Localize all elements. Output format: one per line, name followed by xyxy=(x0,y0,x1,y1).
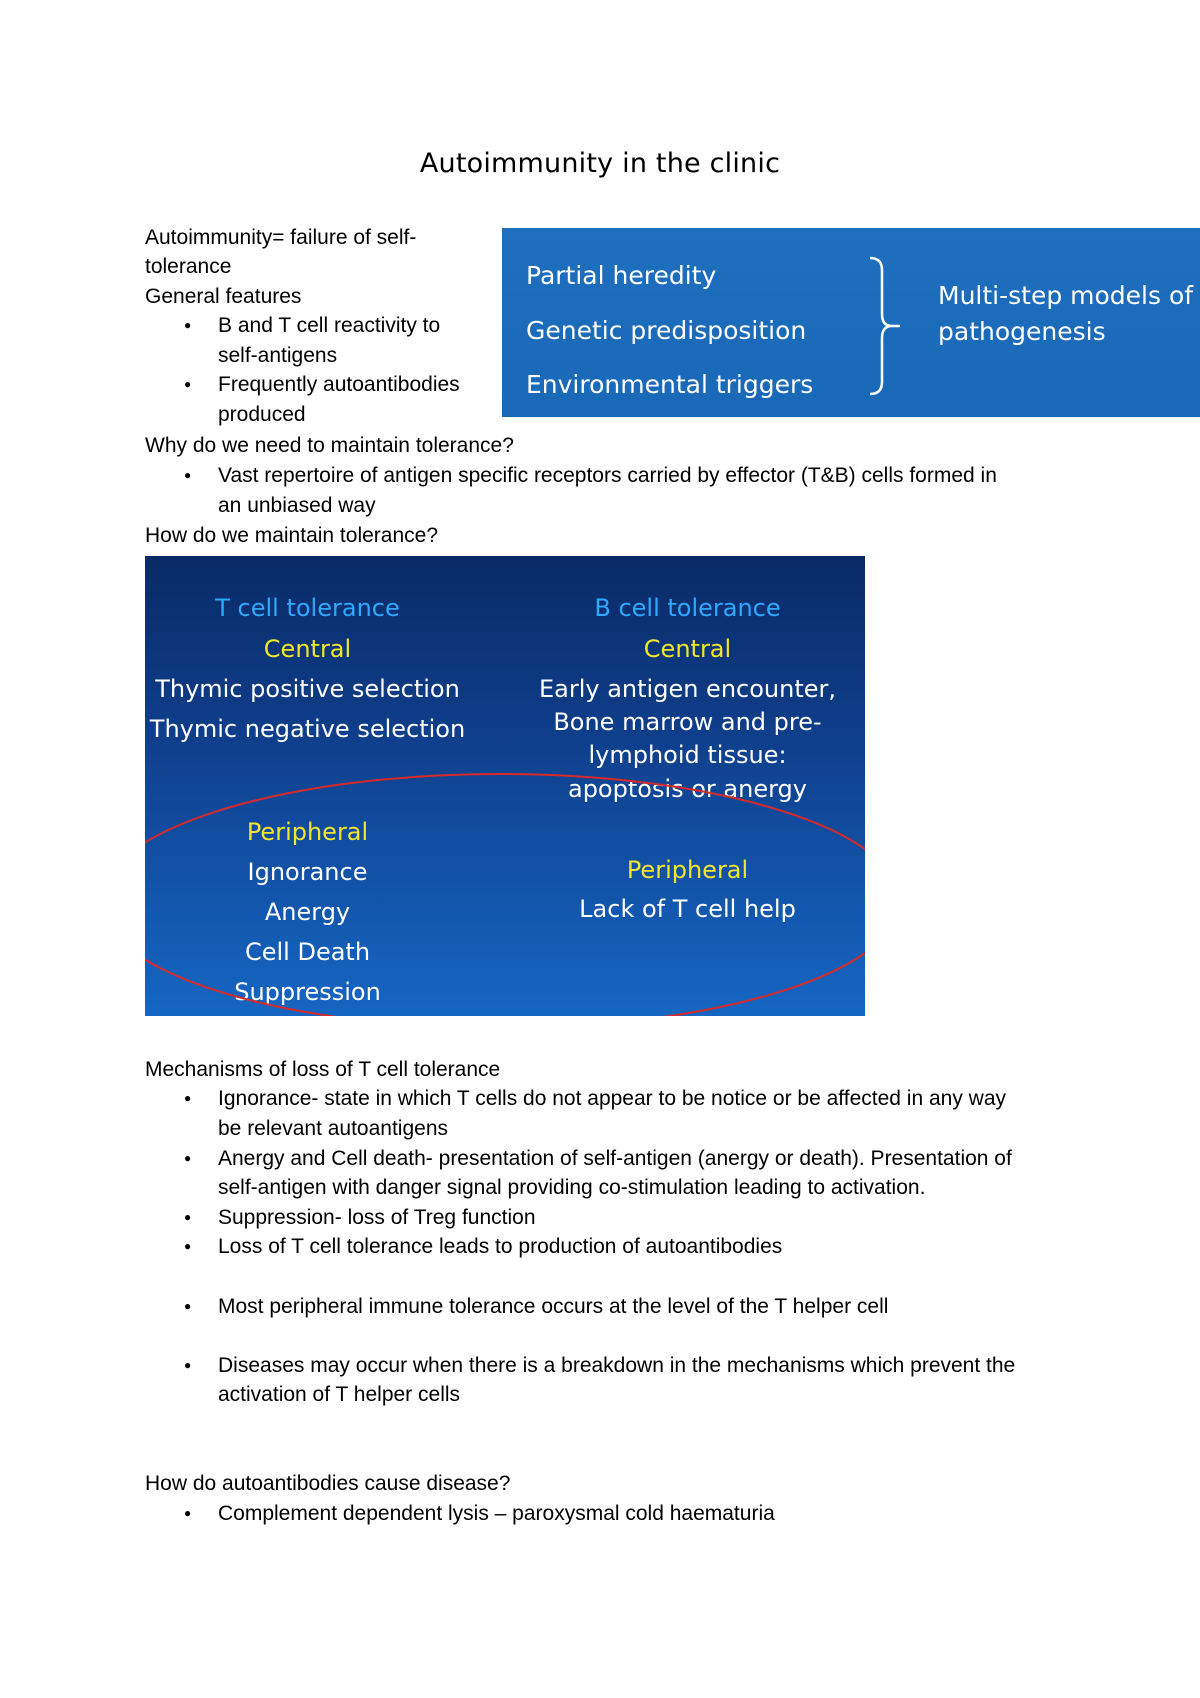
page-title: Autoimmunity in the clinic xyxy=(419,148,781,179)
highlight-ellipse xyxy=(145,556,865,1016)
b-peripheral-line-1: Lack of T cell help xyxy=(579,895,796,923)
t-central-label: Central xyxy=(263,635,352,663)
t-peripheral-line-3: Cell Death xyxy=(244,938,371,966)
slide-pathogenesis xyxy=(502,228,1200,417)
definition-line-2: tolerance xyxy=(145,255,232,278)
t-cell-tolerance-title: T cell tolerance xyxy=(215,594,400,622)
autoantibodies-question: How do autoantibodies cause disease? xyxy=(145,1472,511,1495)
mechanism-bullet-3: ● Suppression- loss of Treg function xyxy=(218,1203,536,1233)
mechanism-bullet-6-line-1: ● Diseases may occur when there is a breakdown in the mechanisms which prevent the xyxy=(218,1351,1015,1381)
mechanism-bullet-2-line-2: self-antigen with danger signal providing co-stimulation leading to activation. xyxy=(218,1176,926,1199)
b-cell-tolerance-title: B cell tolerance xyxy=(594,594,781,622)
definition-line-1: Autoimmunity= failure of self- xyxy=(145,226,417,249)
general-features-heading: General features xyxy=(145,285,302,308)
feature-bullet-1-line-2: self-antigens xyxy=(218,344,338,367)
feature-bullet-1-line-1: ● B and T cell reactivity to xyxy=(218,311,440,341)
b-peripheral-label: Peripheral xyxy=(626,856,749,884)
slide1-right-text xyxy=(938,278,1193,350)
mechanisms-heading: Mechanisms of loss of T cell tolerance xyxy=(145,1058,501,1081)
b-central-line-2: Bone marrow and pre- xyxy=(553,708,822,736)
t-central-line-2: Thymic negative selection xyxy=(149,715,466,743)
t-peripheral-line-2: Anergy xyxy=(264,898,351,926)
slide1-right-line-1: Multi-step models of xyxy=(938,281,1194,310)
slide1-item-3: Environmental triggers xyxy=(526,370,814,399)
why-question: Why do we need to maintain tolerance? xyxy=(145,434,514,457)
slide1-item-2: Genetic predisposition xyxy=(526,316,807,345)
mechanism-bullet-4: ● Loss of T cell tolerance leads to production of autoantibodies xyxy=(218,1232,782,1262)
t-peripheral-line-4: Suppression xyxy=(234,978,381,1006)
autoantibodies-bullet-1: ● Complement dependent lysis – paroxysmal cold haematuria xyxy=(218,1499,775,1529)
b-central-line-4: apoptosis or anergy xyxy=(567,775,807,803)
how-question: How do we maintain tolerance? xyxy=(145,524,438,547)
mechanism-bullet-6-line-2: activation of T helper cells xyxy=(218,1383,461,1406)
slide1-right-line-2: pathogenesis xyxy=(938,317,1106,346)
curly-brace-icon xyxy=(864,256,904,396)
slide-tolerance xyxy=(145,556,865,1016)
slide1-item-1: Partial heredity xyxy=(526,261,717,290)
b-central-label: Central xyxy=(643,635,732,663)
mechanism-bullet-1-line-1: ● Ignorance- state in which T cells do not appear to be notice or be affected in any way xyxy=(218,1084,1006,1114)
b-central-line-1: Early antigen encounter, xyxy=(538,675,837,703)
t-peripheral-line-1: Ignorance xyxy=(247,858,368,886)
t-peripheral-label: Peripheral xyxy=(246,818,369,846)
why-bullet-line-1: ● Vast repertoire of antigen specific receptors carried by effector (T&B) cells formed in xyxy=(218,461,997,491)
why-bullet-line-2: an unbiased way xyxy=(218,494,376,517)
b-central-line-3: lymphoid tissue: xyxy=(588,741,787,769)
feature-bullet-2-line-2: produced xyxy=(218,403,306,426)
mechanism-bullet-5: ● Most peripheral immune tolerance occurs at the level of the T helper cell xyxy=(218,1292,888,1322)
mechanism-bullet-2-line-1: ● Anergy and Cell death- presentation of self-antigen (anergy or death). Presentation of xyxy=(218,1144,1012,1174)
feature-bullet-2-line-1: ● Frequently autoantibodies xyxy=(218,370,460,400)
t-central-line-1: Thymic positive selection xyxy=(155,675,460,703)
mechanism-bullet-1-line-2: be relevant autoantigens xyxy=(218,1117,449,1140)
